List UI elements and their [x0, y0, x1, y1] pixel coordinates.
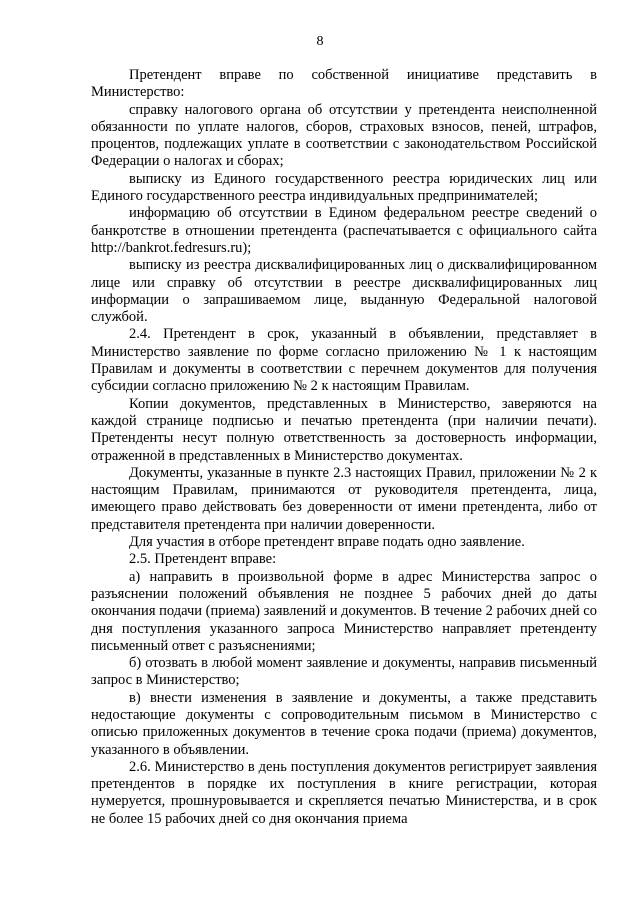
paragraph: справку налогового органа об отсутствии у претендента неисполненной обязанности по уплате налогов, сборов, страховых взносов, пеней, штрафов, процентов, подлежащих уплате в соответствии с законодательством Российской Федерации о налогах и сборах; — [91, 101, 597, 170]
document-body — [91, 67, 597, 828]
paragraph: Документы, указанные в пункте 2.3 настоящих Правил, приложении № 2 к настоящим Правилам, принимаются от руководителя претендента, лица, имеющего право действовать без доверенности от имени претендента, либо от представителя претендента при наличии доверенности. — [91, 464, 597, 533]
paragraph: 2.5. Претендент вправе: — [129, 551, 277, 568]
paragraph: информацию об отсутствии в Едином федеральном реестре сведений о банкротстве в отношении претендента (распечатывается с официального сайта http://bankrot.fedresurs.ru); — [91, 205, 597, 256]
page-number: 8 — [316, 34, 324, 49]
paragraph: 2.4. Претендент в срок, указанный в объявлении, представляет в Министерство заявление по форме согласно приложению № 1 к настоящим Правилам и документы в соответствии с перечнем документов для получения субсидии согласно приложению № 2 к настоящим Правилам. — [91, 326, 597, 395]
paragraph: Претендент вправе по собственной инициативе представить в Министерство: — [91, 67, 597, 101]
paragraph: 2.6. Министерство в день поступления документов регистрирует заявления претендентов в порядке их поступления в книге регистрации, которая нумеруется, прошнуровывается и скрепляется печатью Министерства, и в срок не более 15 рабочих дней со дня окончания приема — [91, 758, 597, 827]
paragraph: выписку из реестра дисквалифицированных лиц о дисквалифицированном лице или справку об отсутствии в реестре дисквалифицированных лиц информации о запрашиваемом лице, выданную Федеральной налоговой службой. — [91, 257, 597, 326]
paragraph: выписку из Единого государственного реестра юридических лиц или Единого государственного реестра индивидуальных предпринимателей; — [91, 170, 597, 205]
paragraph: а) направить в произвольной форме в адрес Министерства запрос о разъяснении положений объявления не позднее 5 рабочих дней до даты окончания подачи (приема) заявлений и документов. В течение 2 рабочих дней со дня поступления указанного запроса Министерство направляет претенденту письменный ответ с разъяснениями; — [91, 568, 597, 654]
paragraph: Для участия в отборе претендент вправе подать одно заявление. — [129, 534, 525, 551]
paragraph: Копии документов, представленных в Министерство, заверяются на каждой странице подписью и печатью претендента (при наличии печати). Претенденты несут полную ответственность за достоверность информации, отраженной в представленных в Министерство документах. — [91, 395, 597, 464]
paragraph: в) внести изменения в заявление и документы, а также представить недостающие документы с сопроводительным письмом в Министерство с описью приложенных документов в течение срока подачи (приема) документов, указанного в объявлении. — [91, 689, 597, 758]
paragraph: б) отозвать в любой момент заявление и документы, направив письменный запрос в Министерство; — [91, 655, 597, 689]
